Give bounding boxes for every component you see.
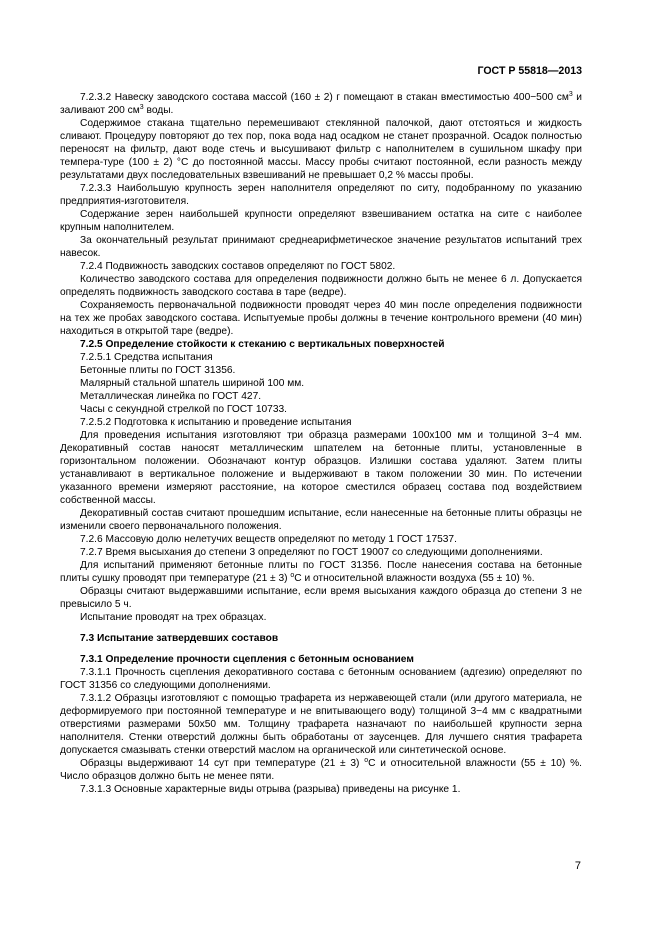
- paragraph-text: Содержание зерен наибольшей крупности определяют взвешиванием остатка на сите с наиболее крупным наполнителем.: [60, 209, 582, 233]
- paragraph-text: 7.3 Испытание затвердевших составов: [80, 633, 279, 644]
- paragraph: [60, 666, 582, 692]
- paragraph-text: Содержимое стакана тщательно перемешивают стеклянной палочкой, дают отстояться и жидкость сливают. Процедуру повторяют до тех пор, пока вода над осадком не станет прозрачной. Осадок полностью переносят на фильтр, дают воде стечь и высушивают фильтр с наполнителем в сушильном шкафу при темпера-туре (100 ± 2) °С до постоянной массы. Массу пробы считают постоянной, если разность между результатами двух последовательных взвешиваний не превышает 0,2 % массы пробы.: [60, 118, 582, 181]
- paragraph-text: Малярный стальной шпатель шириной 100 мм.: [80, 378, 305, 389]
- paragraph-text: За окончательный результат принимают среднеарифметическое значение результатов испытаний трех навесок.: [60, 235, 582, 259]
- paragraph-text: 7.2.5.2 Подготовка к испытанию и проведение испытания: [80, 417, 352, 428]
- paragraph-text: 7.3.1.2 Образцы изготовляют с помощью трафарета из нержавеющей стали (или другого материала, не деформируемого при постоянной температуре и не впитывающего воду) толщиной 3−4 мм с квадратными отверстиями размерами 50х50 мм. Толщину трафарета назначают по наибольшей крупности зерна наполнителя. Стенки отверстий должны быть обработаны от заусенцев. Для лучшего снятия трафарета допускается смазывать стенки отверстий маслом на органической или синтетической основе.: [60, 693, 582, 756]
- paragraph: [60, 351, 582, 364]
- paragraph-text: 7.3.1 Определение прочности сцепления с бетонным основанием: [80, 654, 414, 665]
- paragraph: [60, 533, 582, 546]
- paragraph-text: 7.2.4 Подвижность заводских составов определяют по ГОСТ 5802.: [80, 261, 396, 272]
- superscript: о: [364, 757, 369, 764]
- paragraph: [60, 364, 582, 377]
- superscript: о: [290, 572, 295, 579]
- paragraph-text: Испытание проводят на трех образцах.: [80, 612, 267, 623]
- paragraph-text: 7.2.5.1 Средства испытания: [80, 352, 213, 363]
- paragraph: [60, 273, 582, 299]
- paragraph-text: Сохраняемость первоначальной подвижности проводят через 40 мин после определения подвижности на тех же пробах заводского состава. Испытуемые пробы должны в течение контрольного времени (40 мин) находиться в открытой таре (ведре).: [60, 300, 582, 337]
- paragraph-text: 7.3.1.1 Прочность сцепления декоративного состава с бетонным основанием (адгезию) определяют по ГОСТ 31356 со следующими дополнениями.: [60, 667, 582, 691]
- section-heading: [60, 632, 582, 645]
- section-heading: [60, 338, 582, 351]
- document-header: ГОСТ Р 55818—2013: [477, 65, 582, 77]
- paragraph: [60, 507, 582, 533]
- paragraph-text: С и относительной влажности воздуха (55 ± 10) %.: [294, 573, 535, 584]
- paragraph: [60, 559, 582, 585]
- superscript: 3: [568, 91, 573, 98]
- section-heading: [60, 653, 582, 666]
- paragraph-text: С и относительной влажности (55 ± 10) %. Число образцов должно быть не менее пяти.: [60, 758, 583, 782]
- superscript: 3: [139, 104, 144, 111]
- paragraph: [60, 117, 582, 182]
- paragraph: [60, 182, 582, 208]
- paragraph-text: Образцы считают выдержавшими испытание, если время высыхания каждого образца до степени 3 не превысило 5 ч.: [60, 586, 582, 610]
- paragraph: [60, 377, 582, 390]
- document-body: [60, 91, 582, 796]
- paragraph-text: Декоративный состав считают прошедшим испытание, если нанесенные на бетонные плиты образцы не изменили своего первоначального положения.: [60, 508, 582, 532]
- paragraph: [60, 783, 582, 796]
- paragraph-text: Для испытаний применяют бетонные плиты по ГОСТ 31356. После нанесения состава на бетонные плиты сушку проводят при температуре (21 ± 3): [60, 560, 582, 584]
- paragraph: [60, 208, 582, 234]
- page-number: 7: [574, 860, 581, 872]
- paragraph: [60, 416, 582, 429]
- paragraph: [60, 585, 582, 611]
- paragraph-text: Часы с секундной стрелкой по ГОСТ 10733.: [80, 404, 288, 415]
- paragraph: [60, 546, 582, 559]
- paragraph: [60, 403, 582, 416]
- paragraph: [60, 234, 582, 260]
- paragraph-text: Бетонные плиты по ГОСТ 31356.: [80, 365, 236, 376]
- paragraph-text: Количество заводского состава для определения подвижности должно быть не менее 6 л. Допускается определять подвижность заводского состава в таре (ведре).: [60, 274, 582, 298]
- paragraph-text: 7.2.3.3 Наибольшую крупность зерен наполнителя определяют по ситу, подобранному по указанию предприятия-изготовителя.: [60, 183, 582, 207]
- paragraph: [60, 692, 582, 757]
- paragraph-text: 7.2.5 Определение стойкости к стеканию с вертикальных поверхностей: [80, 339, 445, 350]
- paragraph-text: 7.2.3.2 Навеску заводского состава массой (160 ± 2) г помещают в стакан вместимостью 400−500 см: [80, 92, 569, 103]
- paragraph-text: воды.: [143, 105, 174, 116]
- paragraph-text: и заливают 200 см: [60, 92, 582, 116]
- paragraph: [60, 390, 582, 403]
- paragraph-text: Образцы выдерживают 14 сут при температуре (21 ± 3): [80, 758, 365, 769]
- paragraph-text: Для проведения испытания изготовляют три образца размерами 100х100 мм и толщиной 3−4 мм. Декоративный состав наносят металлическим шпателем на бетонные плиты, установленные в горизонтальном положении. Обозначают контур образцов. Излишки состава удаляют. Затем плиты устанавливают в вертикальное положение и выдерживают в таком положении 30 мин. По истечении указанного времени измеряют расстояние, на которое сместился образец состава под воздействием собственной массы.: [60, 430, 582, 506]
- paragraph: [60, 757, 582, 783]
- paragraph: [60, 91, 582, 117]
- paragraph: [60, 429, 582, 507]
- paragraph-text: Металлическая линейка по ГОСТ 427.: [80, 391, 262, 402]
- paragraph: [60, 299, 582, 338]
- paragraph-text: 7.2.7 Время высыхания до степени 3 определяют по ГОСТ 19007 со следующими дополнениями.: [80, 547, 543, 558]
- paragraph: [60, 260, 582, 273]
- paragraph-text: 7.2.6 Массовую долю нелетучих веществ определяют по методу 1 ГОСТ 17537.: [80, 534, 457, 545]
- paragraph-text: 7.3.1.3 Основные характерные виды отрыва (разрыва) приведены на рисунке 1.: [80, 784, 461, 795]
- paragraph: [60, 611, 582, 624]
